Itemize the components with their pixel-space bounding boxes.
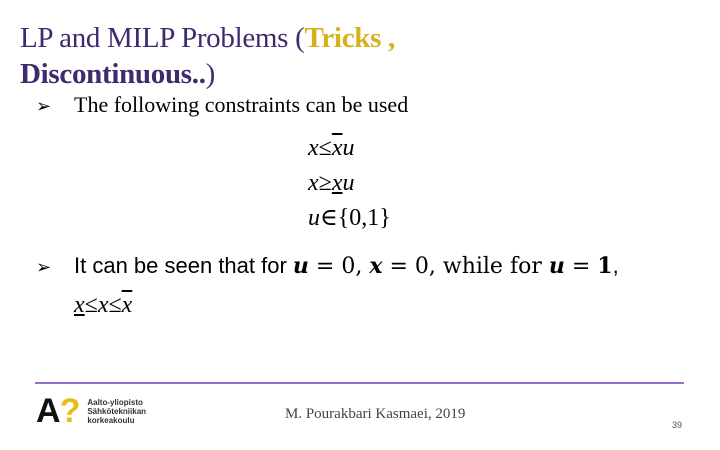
eq-var-u: u [342, 170, 355, 196]
eq-var-u: u [308, 205, 320, 231]
slide-title [20, 20, 710, 92]
constraint-lower [308, 168, 354, 198]
footer-divider [35, 382, 684, 384]
math-var-x: x [369, 253, 383, 279]
page-number: 39 [672, 420, 683, 430]
eq-set: {0,1} [337, 205, 391, 231]
math-one: 1 [597, 253, 613, 279]
arrow-bullet-icon: ➢ [36, 96, 52, 117]
bullet-constraints [36, 92, 408, 120]
logo-text [87, 398, 146, 425]
eq-operator: ≤ [84, 292, 98, 318]
logo-question: ? [59, 392, 80, 430]
footer-author: M. Pourakbari Kasmaei, 2019 [285, 406, 466, 422]
text-run: = 0, while for [382, 254, 549, 279]
aalto-logo [36, 394, 146, 428]
bullet-observation [36, 253, 619, 281]
logo-mark [36, 394, 79, 428]
logo-line: Sähkötekniikan [87, 406, 147, 416]
logo-line: korkeakoulu [87, 415, 135, 425]
title-highlight-1: Tricks , [304, 22, 395, 54]
title-main: LP and MILP Problems ( [20, 22, 305, 54]
math-var-u: u [548, 253, 565, 279]
eq-var-x: x [308, 135, 319, 161]
math-var-u: u [292, 253, 309, 279]
text-run: , [612, 253, 619, 278]
constraint-upper [308, 133, 354, 163]
bullet-text [74, 253, 619, 280]
math-run: = 0, [308, 254, 370, 279]
eq-operator: ∈ [320, 205, 338, 231]
eq-var-x-underline: x [331, 170, 343, 196]
logo-letter: A [36, 392, 60, 430]
eq-operator: ≥ [318, 170, 332, 196]
eq-var-u: u [342, 135, 355, 161]
arrow-bullet-icon: ➢ [36, 257, 52, 278]
eq-var-x-bar: $\overline{x}$ [121, 292, 133, 318]
eq-var-x: x [97, 292, 109, 318]
title-close-paren: ) [205, 58, 216, 90]
eq-var-x: x [308, 170, 319, 196]
title-highlight-2: Discontinuous.. [20, 58, 206, 90]
constraint-binary [308, 203, 391, 233]
text-run: It can be seen that for [74, 253, 293, 278]
math-run: = [564, 254, 598, 279]
eq-operator: ≤ [318, 135, 332, 161]
bound-inequality [74, 290, 132, 320]
bullet-text: The following constraints can be used [74, 92, 409, 117]
eq-var-x-bar: $\overline{x}$ [331, 135, 343, 161]
eq-operator: ≤ [108, 292, 122, 318]
logo-line: Aalto-yliopisto [87, 397, 143, 407]
eq-var-x-underline: x [74, 292, 85, 318]
